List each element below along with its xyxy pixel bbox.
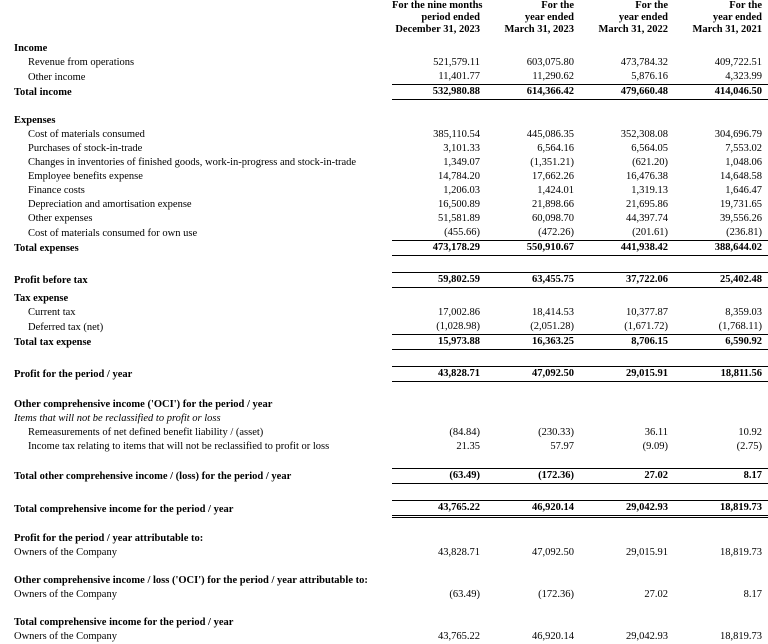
section-heading-attributable-tci (0, 616, 768, 630)
empty-cell (486, 114, 580, 128)
empty-cell (674, 42, 768, 56)
row-value-col-2: 11,290.62 (532, 71, 574, 82)
table-row (0, 156, 768, 170)
row-value-col-1: 1,349.07 (443, 157, 480, 168)
header-col-2-date: March 31, 2023 (504, 24, 574, 35)
total-oci-col-3: 27.02 (580, 469, 674, 484)
total-comprehensive-income-label: Total comprehensive income for the period / year (14, 503, 234, 515)
income-heading: Income (14, 43, 48, 54)
empty-cell (392, 42, 486, 56)
spacer (0, 602, 768, 616)
row-value-col-4: (2.75) (736, 441, 762, 452)
row-value-col-4: 8.17 (743, 589, 762, 600)
row-value-col-4: 8,359.03 (725, 307, 762, 318)
empty-cell (674, 574, 768, 588)
profit-for-period-col-4: 18,811.56 (674, 367, 768, 382)
header-col-4-date: March 31, 2021 (692, 24, 762, 35)
table-row (0, 128, 768, 142)
row-value-col-3: 16,476.38 (626, 171, 668, 182)
table-row (0, 426, 768, 440)
row-value-col-3: 1,319.13 (631, 185, 668, 196)
row-label: Changes in inventories of finished goods, work-in-progress and stock-in-trade (28, 157, 357, 168)
row-value-col-2: 445,086.35 (526, 129, 574, 140)
total-row-tax-expense (0, 335, 768, 350)
row-value-col-1: 43,828.71 (438, 547, 480, 558)
total-oci-label: Total other comprehensive income / (loss) for the period / year (14, 470, 292, 482)
header-col-1-line-1: For the nine months (392, 0, 483, 11)
row-label: Owners of the Company (14, 547, 117, 558)
attributable-profit-heading: Profit for the period / year attributable to: (14, 533, 204, 544)
header-col-1-date: December 31, 2023 (395, 24, 480, 35)
row-value-col-1: 385,110.54 (433, 129, 480, 140)
row-label: Cost of materials consumed for own use (28, 227, 198, 239)
row-value-col-4: 7,553.02 (725, 143, 762, 154)
row-value-col-3: 29,015.91 (626, 547, 668, 558)
total-value-col-4: 414,046.50 (674, 85, 768, 100)
table-row (0, 56, 768, 70)
empty-cell (580, 292, 674, 306)
header-col-4-line-1: For the (729, 0, 762, 11)
empty-cell (392, 574, 486, 588)
empty-cell (580, 398, 674, 412)
total-comprehensive-income-col-3: 29,042.93 (580, 501, 674, 517)
row-value-col-2: 603,075.80 (526, 57, 574, 68)
row-value-col-3: (201.61) (632, 227, 668, 238)
empty-cell (486, 532, 580, 546)
row-value-col-4: 304,696.79 (714, 129, 762, 140)
profit-before-tax-col-1: 59,802.59 (392, 273, 486, 288)
header-col-1-line-2: period ended (421, 12, 480, 23)
total-value-col-3: 8,706.15 (580, 335, 674, 350)
attributable-tci-heading: Total comprehensive income for the period / year (14, 617, 234, 628)
row-value-col-3: 5,876.16 (631, 71, 668, 82)
empty-cell (674, 616, 768, 630)
row-value-col-4: 19,731.65 (720, 199, 762, 210)
header-col-2-line-2: year ended (524, 12, 574, 23)
row-label: Owners of the Company (14, 631, 117, 642)
row-label: Depreciation and amortisation expense (28, 199, 192, 210)
row-value-col-1: 1,206.03 (443, 185, 480, 196)
table-row (0, 142, 768, 156)
row-value-col-2: 17,662.26 (532, 171, 574, 182)
profit-before-tax-label: Profit before tax (14, 274, 88, 286)
header-col-3-date: March 31, 2022 (598, 24, 668, 35)
empty-cell (486, 412, 580, 426)
row-label: Remeasurements of net defined benefit liability / (asset) (28, 427, 264, 438)
profit-for-period-col-1: 43,828.71 (392, 367, 486, 382)
section-heading-attributable-profit (0, 532, 768, 546)
total-row-expenses (0, 241, 768, 256)
row-value-col-3: 36.11 (644, 427, 668, 438)
total-value-col-3: 441,938.42 (580, 241, 674, 256)
total-row-profit-for-period (0, 367, 768, 382)
total-row-total-oci (0, 469, 768, 484)
total-value-col-1: 473,178.29 (392, 241, 486, 256)
row-value-col-1: (84.84) (449, 427, 480, 438)
spacer (0, 560, 768, 574)
row-value-col-4: (236.81) (726, 227, 762, 238)
section-heading-attributable-oci (0, 574, 768, 588)
row-label: Current tax (28, 307, 76, 318)
row-value-col-1: (455.66) (444, 227, 480, 238)
empty-cell (486, 42, 580, 56)
row-value-col-4: 18,819.73 (720, 547, 762, 558)
total-comprehensive-income-col-1: 43,765.22 (392, 501, 486, 517)
profit-before-tax-col-3: 37,722.06 (580, 273, 674, 288)
row-value-col-1: 17,002.86 (438, 307, 480, 318)
row-value-col-2: 46,920.14 (532, 631, 574, 642)
column-header-line-3 (0, 24, 768, 36)
row-label: Revenue from operations (28, 57, 135, 68)
profit-before-tax-col-4: 25,402.48 (674, 273, 768, 288)
row-value-col-2: 21,898.66 (532, 199, 574, 210)
spacer (0, 454, 768, 469)
empty-cell (392, 412, 486, 426)
total-value-col-4: 6,590.92 (674, 335, 768, 350)
row-value-col-3: 10,377.87 (626, 307, 668, 318)
table-row (0, 198, 768, 212)
spacer (0, 106, 768, 114)
spacer (0, 356, 768, 367)
empty-cell (674, 412, 768, 426)
empty-cell (392, 532, 486, 546)
table-row (0, 588, 768, 602)
row-label: Owners of the Company (14, 589, 117, 600)
table-row (0, 170, 768, 184)
row-value-col-2: (472.26) (538, 227, 574, 238)
total-value-col-1: 15,973.88 (392, 335, 486, 350)
section-heading-expenses (0, 114, 768, 128)
empty-cell (392, 114, 486, 128)
profit-for-period-label: Profit for the period / year (14, 368, 133, 380)
total-value-col-1: 532,980.88 (392, 85, 486, 100)
row-value-col-2: 60,098.70 (532, 213, 574, 224)
section-heading-tax-expense (0, 292, 768, 306)
row-label: Income tax relating to items that will not be reclassified to profit or loss (28, 441, 330, 452)
row-value-col-4: 4,323.99 (725, 71, 762, 82)
row-value-col-4: 1,646.47 (725, 185, 762, 196)
row-value-col-4: 39,556.26 (720, 213, 762, 224)
row-value-col-2: 18,414.53 (532, 307, 574, 318)
row-value-col-1: 521,579.11 (433, 57, 480, 68)
row-value-col-1: 43,765.22 (438, 631, 480, 642)
total-value-col-2: 550,910.67 (486, 241, 580, 256)
row-value-col-1: (63.49) (449, 589, 480, 600)
row-label: Deferred tax (net) (28, 321, 104, 333)
total-label: Total tax expense (14, 336, 92, 348)
empty-cell (392, 398, 486, 412)
row-value-col-2: 1,424.01 (537, 185, 574, 196)
table-row (0, 546, 768, 560)
row-value-col-2: (1,351.21) (530, 157, 574, 168)
row-value-col-1: 16,500.89 (438, 199, 480, 210)
column-header-line-2 (0, 12, 768, 24)
total-oci-col-1: (63.49) (392, 469, 486, 484)
row-value-col-3: (9.09) (642, 441, 668, 452)
row-value-col-1: (1,028.98) (436, 321, 480, 332)
empty-cell (580, 616, 674, 630)
row-value-col-3: 473,784.32 (620, 57, 668, 68)
header-col-3-line-1: For the (635, 0, 668, 11)
empty-cell (580, 114, 674, 128)
row-value-col-1: 11,401.77 (438, 71, 480, 82)
header-blank-cell (0, 0, 392, 12)
total-value-col-2: 614,366.42 (486, 85, 580, 100)
empty-cell (674, 114, 768, 128)
profit-for-period-col-2: 47,092.50 (486, 367, 580, 382)
table-row (0, 226, 768, 241)
row-value-col-3: 27.02 (644, 589, 668, 600)
table-row (0, 320, 768, 335)
table-row (0, 184, 768, 198)
row-value-col-4: 14,648.58 (720, 171, 762, 182)
row-value-col-4: 18,819.73 (720, 631, 762, 642)
total-row-income (0, 85, 768, 100)
row-value-col-2: 6,564.16 (537, 143, 574, 154)
attributable-oci-heading: Other comprehensive income / loss ('OCI') for the period / year attributable to: (14, 575, 368, 586)
column-header-line-1 (0, 0, 768, 12)
row-value-col-3: 6,564.05 (631, 143, 668, 154)
spacer (0, 262, 768, 273)
header-col-2-line-1: For the (541, 0, 574, 11)
empty-cell (392, 616, 486, 630)
empty-cell (580, 42, 674, 56)
row-value-col-1: 14,784.20 (438, 171, 480, 182)
row-label: Finance costs (28, 185, 85, 196)
spacer (0, 517, 768, 533)
expenses-heading: Expenses (14, 115, 56, 126)
row-label: Purchases of stock-in-trade (28, 143, 143, 154)
section-heading-oci (0, 398, 768, 412)
oci-subheading-row (0, 412, 768, 426)
row-value-col-1: 3,101.33 (443, 143, 480, 154)
row-value-col-4: 409,722.51 (714, 57, 762, 68)
profit-before-tax-col-2: 63,455.75 (486, 273, 580, 288)
row-label: Cost of materials consumed (28, 129, 145, 140)
row-value-col-4: 10.92 (738, 427, 762, 438)
header-blank-cell (0, 12, 392, 24)
row-value-col-3: 21,695.86 (626, 199, 668, 210)
spacer (0, 388, 768, 398)
table-row (0, 70, 768, 85)
total-label: Total income (14, 86, 72, 98)
empty-cell (486, 292, 580, 306)
empty-cell (392, 292, 486, 306)
table-row (0, 630, 768, 644)
empty-cell (580, 532, 674, 546)
table-row (0, 306, 768, 320)
total-comprehensive-income-col-4: 18,819.73 (674, 501, 768, 517)
table-row (0, 440, 768, 454)
total-oci-col-4: 8.17 (674, 469, 768, 484)
row-value-col-1: 51,581.89 (438, 213, 480, 224)
row-value-col-4: 1,048.06 (725, 157, 762, 168)
oci-heading: Other comprehensive income ('OCI') for the period / year (14, 399, 273, 410)
total-value-col-2: 16,363.25 (486, 335, 580, 350)
row-value-col-3: 29,042.93 (626, 631, 668, 642)
total-value-col-3: 479,660.48 (580, 85, 674, 100)
empty-cell (674, 532, 768, 546)
row-value-col-3: (621.20) (632, 157, 668, 168)
row-value-col-2: (172.36) (538, 589, 574, 600)
section-heading-income (0, 42, 768, 56)
row-value-col-1: 21.35 (456, 441, 480, 452)
row-value-col-3: 44,397.74 (626, 213, 668, 224)
header-col-3-line-2: year ended (618, 12, 668, 23)
total-row-total-comprehensive-income (0, 501, 768, 517)
row-label: Other income (28, 71, 86, 83)
empty-cell (486, 398, 580, 412)
empty-cell (674, 398, 768, 412)
empty-cell (486, 616, 580, 630)
row-value-col-3: 352,308.08 (620, 129, 668, 140)
header-blank-cell (0, 24, 392, 36)
tax-expense-heading: Tax expense (14, 293, 69, 304)
total-value-col-4: 388,644.02 (674, 241, 768, 256)
row-label: Other expenses (28, 213, 93, 224)
empty-cell (580, 574, 674, 588)
total-comprehensive-income-col-2: 46,920.14 (486, 501, 580, 517)
row-value-col-2: (2,051.28) (530, 321, 574, 332)
row-label: Employee benefits expense (28, 171, 143, 182)
total-label: Total expenses (14, 242, 79, 254)
row-value-col-2: 57.97 (550, 441, 574, 452)
table-row (0, 212, 768, 226)
row-value-col-4: (1,768.11) (718, 321, 762, 332)
empty-cell (580, 412, 674, 426)
empty-cell (486, 574, 580, 588)
header-col-4-line-2: year ended (712, 12, 762, 23)
row-value-col-2: (230.33) (538, 427, 574, 438)
spacer (0, 490, 768, 501)
row-value-col-3: (1,671.72) (624, 321, 668, 332)
empty-cell (674, 292, 768, 306)
oci-subheading: Items that will not be reclassified to profit or loss (14, 413, 221, 424)
row-value-col-2: 47,092.50 (532, 547, 574, 558)
total-row-profit-before-tax (0, 273, 768, 288)
profit-for-period-col-3: 29,015.91 (580, 367, 674, 382)
total-oci-col-2: (172.36) (486, 469, 580, 484)
